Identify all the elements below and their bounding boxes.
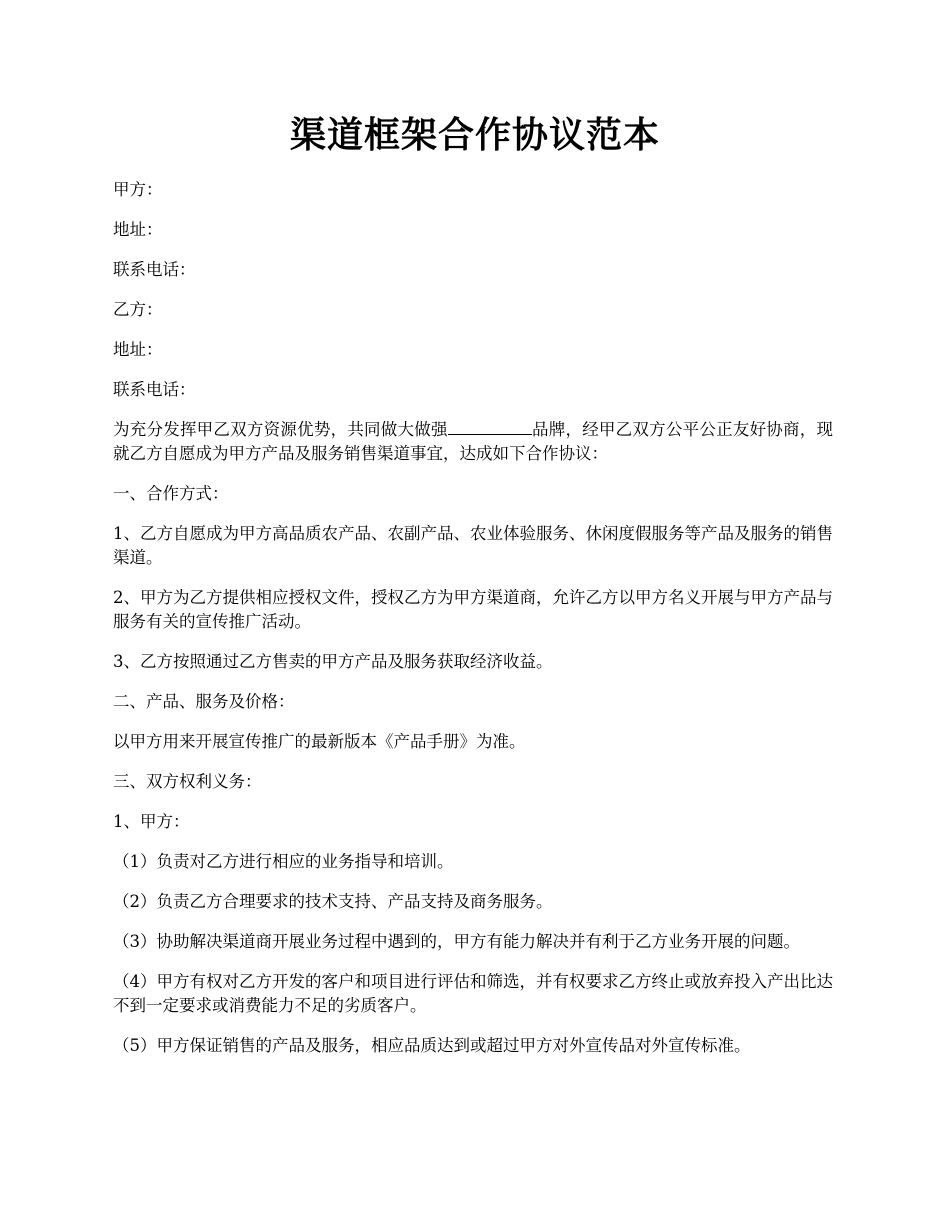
brand-blank-line xyxy=(448,418,532,435)
party-b-name-line: 乙方： xyxy=(113,300,163,319)
party-a-address-line: 地址： xyxy=(113,220,163,239)
document-title: 渠道框架合作协议范本 xyxy=(289,114,660,156)
intro-paragraph xyxy=(113,418,833,466)
intro-before-blank: 为充分发挥甲乙双方资源优势，共同做大做强 xyxy=(113,420,448,439)
intro-after-blank: 品牌，经甲乙双方公平公正友好协商，现就乙方自愿成为甲方产品及服务销售渠道事宜，达成如下合作协议： xyxy=(113,420,834,463)
section2-heading: 二、产品、服务及价格： xyxy=(113,692,295,711)
section3-item-3: （3）协助解决渠道商开展业务过程中遇到的，甲方有能力解决并有利于乙方业务开展的问题。 xyxy=(113,932,800,951)
document-body xyxy=(113,178,833,1074)
section3-heading: 三、双方权利义务： xyxy=(113,772,262,791)
section1-item-1: 1、乙方自愿成为甲方高品质农产品、农副产品、农业体验服务、休闲度假服务等产品及服务的销售渠道。 xyxy=(113,524,833,567)
section1-heading: 一、合作方式： xyxy=(113,484,229,503)
section3-item-2: （2）负责乙方合理要求的技术支持、产品支持及商务服务。 xyxy=(113,892,553,911)
section2-text: 以甲方用来开展宣传推广的最新版本《产品手册》为准。 xyxy=(113,732,526,751)
section3-item-1: （1）负责对乙方进行相应的业务指导和培训。 xyxy=(113,852,454,871)
party-b-phone-line: 联系电话： xyxy=(113,380,196,399)
section3-party-a-heading: 1、甲方： xyxy=(113,812,190,831)
section3-item-5: （5）甲方保证销售的产品及服务，相应品质达到或超过甲方对外宣传品对外宣传标准。 xyxy=(113,1036,751,1055)
section1-item-3: 3、乙方按照通过乙方售卖的甲方产品及服务获取经济收益。 xyxy=(113,652,553,671)
party-a-phone-line: 联系电话： xyxy=(113,260,196,279)
party-b-address-line: 地址： xyxy=(113,340,163,359)
section1-item-2: 2、甲方为乙方提供相应授权文件，授权乙方为甲方渠道商，允许乙方以甲方名义开展与甲方产品与服务有关的宣传推广活动。 xyxy=(113,588,833,631)
party-a-name-line: 甲方： xyxy=(113,180,163,199)
section3-item-4: （4）甲方有权对乙方开发的客户和项目进行评估和筛选，并有权要求乙方终止或放弃投入产出比达不到一定要求或消费能力不足的劣质客户。 xyxy=(113,972,833,1015)
